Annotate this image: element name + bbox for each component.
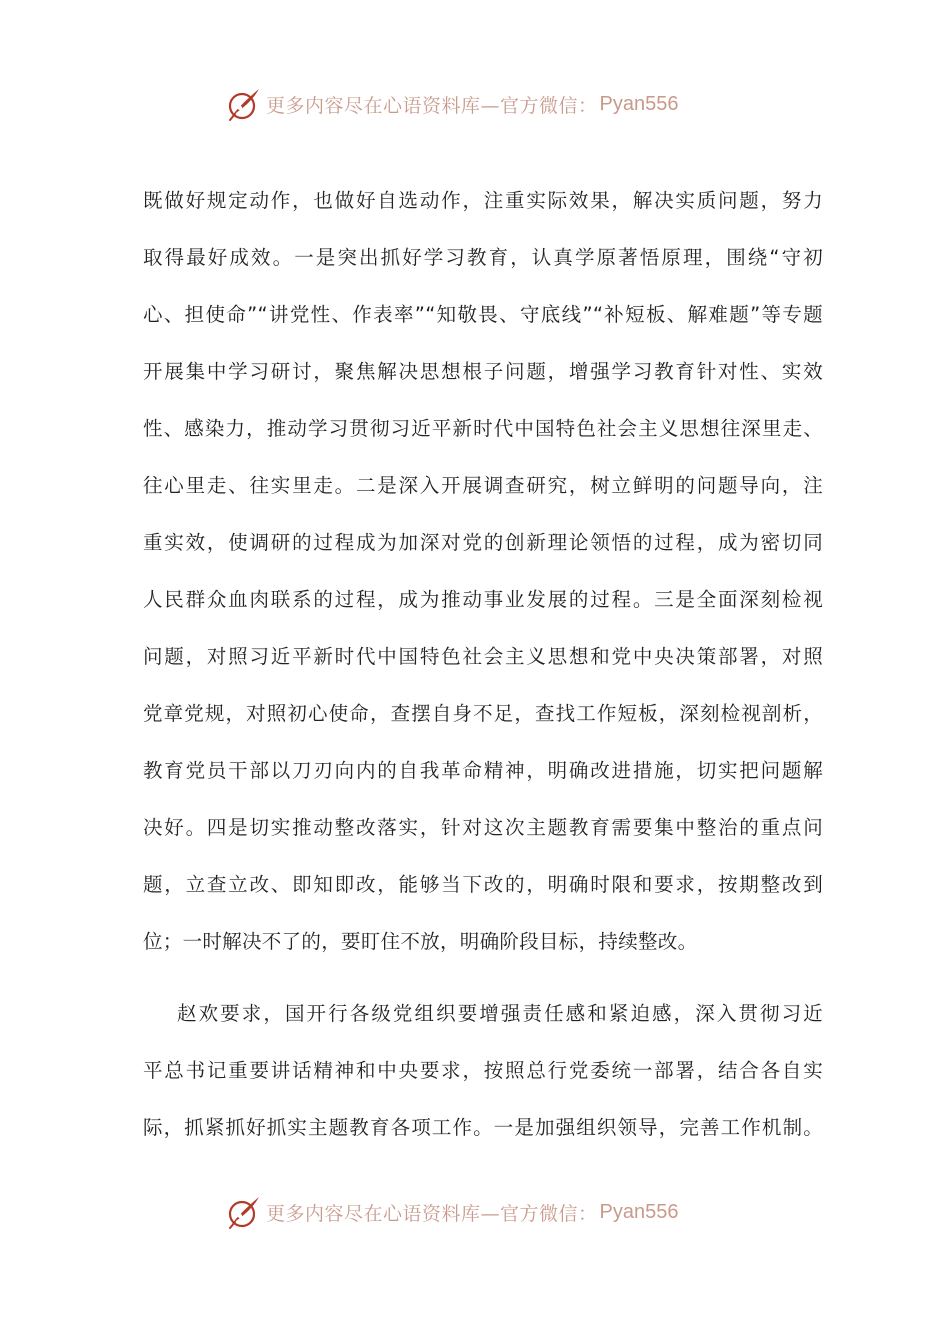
quill-pen-logo-icon [226,1194,262,1230]
banner-text: 更多内容尽在心语资料库—官方微信： [266,1202,598,1225]
paragraph [143,172,823,970]
banner-wechat-handle: Pyan556 [599,92,679,115]
text-line: 开展集中学习研讨，聚焦解决思想根子问题，增强学习教育针对性、实效 [143,360,823,383]
text-line: 既做好规定动作，也做好自选动作，注重实际效果，解决实质问题，努力 [143,189,823,212]
quill-pen-logo-icon [226,86,262,122]
paragraph [143,985,823,1156]
text-line: 重实效，使调研的过程成为加深对党的创新理论领悟的过程，成为密切同 [143,531,823,554]
text-line: 取得最好成效。一是突出抓好学习教育，认真学原著悟原理，围绕“守初 [143,246,823,269]
text-line: 性、感染力，推动学习贯彻习近平新时代中国特色社会主义思想往深里走、 [143,417,823,440]
text-line: 平总书记重要讲话精神和中央要求，按照总行党委统一部署，结合各自实 [143,1059,823,1082]
text-line: 题，立查立改、即知即改，能够当下改的，明确时限和要求，按期整改到 [143,873,823,896]
text-line: 人民群众血肉联系的过程，成为推动事业发展的过程。三是全面深刻检视 [143,588,823,611]
banner-wechat-handle: Pyan556 [599,1200,679,1223]
document-body [143,172,823,1156]
text-line: 教育党员干部以刀刃向内的自我革命精神，明确改进措施，切实把问题解 [143,759,823,782]
text-line: 心、担使命”“讲党性、作表率”“知敬畏、守底线”“补短板、解难题”等专题 [143,303,823,326]
text-line: 决好。四是切实推动整改落实，针对这次主题教育需要集中整治的重点问 [143,816,823,839]
text-line: 党章党规，对照初心使命，查摆自身不足，查找工作短板，深刻检视剖析， [143,702,823,725]
text-line: 位；一时解决不了的，要盯住不放，明确阶段目标，持续整改。 [143,930,698,953]
text-line: 赵欢要求，国开行各级党组织要增强责任感和紧迫感，深入贯彻习近 [177,1002,823,1025]
text-line: 际，抓紧抓好抓实主题教育各项工作。一是加强组织领导，完善工作机制。 [143,1116,823,1139]
text-line: 问题，对照习近平新时代中国特色社会主义思想和党中央决策部署，对照 [143,645,823,668]
header-banner [226,84,678,124]
text-line: 往心里走、往实里走。二是深入开展调查研究，树立鲜明的问题导向，注 [143,474,823,497]
banner-text: 更多内容尽在心语资料库—官方微信： [266,94,598,117]
footer-banner [226,1192,678,1232]
paragraph-gap [143,970,823,985]
